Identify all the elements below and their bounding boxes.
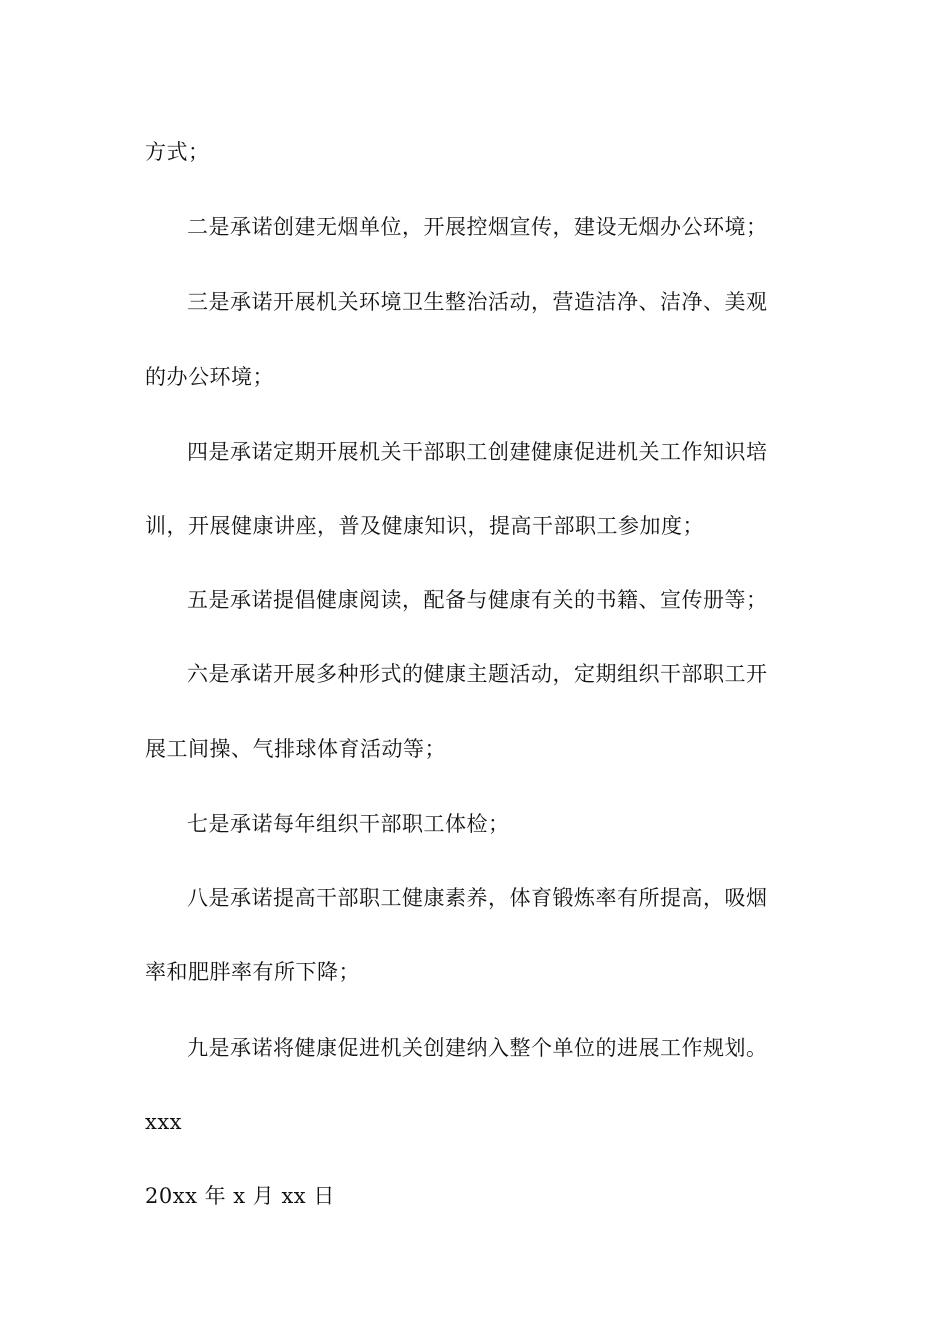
date-line: 20xx 年 x 月 xx 日 <box>145 1184 335 1208</box>
paragraph-line: 训，开展健康讲座，普及健康知识，提高干部职工参加度； <box>145 514 704 538</box>
paragraph-line: 的办公环境； <box>145 365 274 389</box>
paragraph-line: 率和肥胖率有所下降； <box>145 960 360 984</box>
paragraph-line: 二是承诺创建无烟单位，开展控烟宣传，建设无烟办公环境； <box>187 215 768 239</box>
paragraph-line: 展工间操、气排球体育活动等； <box>145 737 446 761</box>
paragraph-line: 方式； <box>145 140 210 164</box>
paragraph-line: 七是承诺每年组织干部职工体检； <box>187 812 510 836</box>
paragraph-line: 六是承诺开展多种形式的健康主题活动，定期组织干部职工开 <box>187 662 768 686</box>
paragraph-line: 五是承诺提倡健康阅读，配备与健康有关的书籍、宣传册等； <box>187 588 768 612</box>
paragraph-line: 九是承诺将健康促进机关创建纳入整个单位的进展工作规划。 <box>187 1036 768 1060</box>
paragraph-line: 八是承诺提高干部职工健康素养，体育锻炼率有所提高，吸烟 <box>187 886 768 910</box>
signature-line: xxx <box>145 1110 183 1134</box>
paragraph-line: 三是承诺开展机关环境卫生整治活动，营造洁净、洁净、美观 <box>187 290 768 314</box>
paragraph-line: 四是承诺定期开展机关干部职工创建健康促进机关工作知识培 <box>187 440 768 464</box>
